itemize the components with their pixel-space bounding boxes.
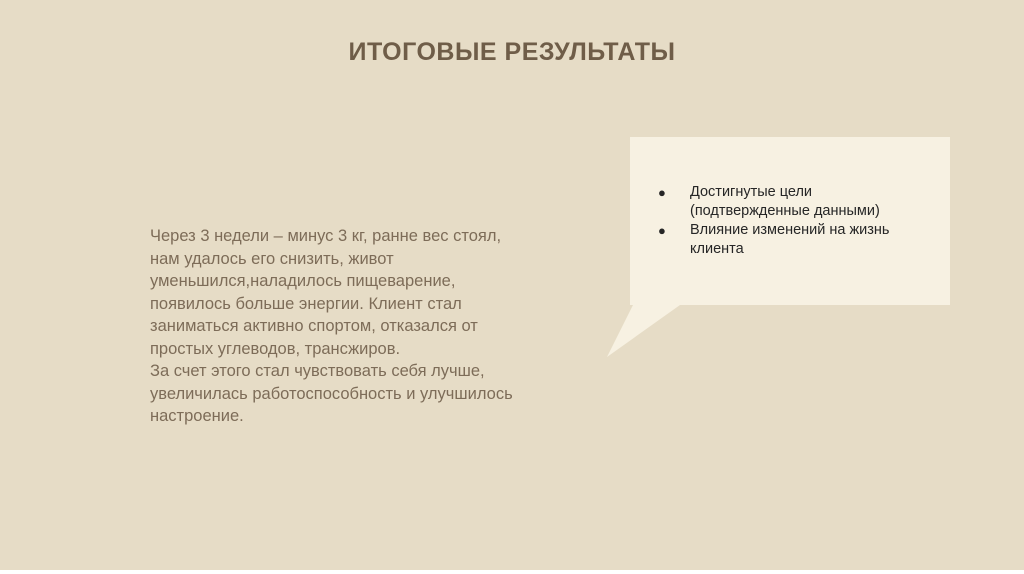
description-line: уменьшился,наладилось пищеварение, (150, 272, 456, 290)
description-line: Через 3 недели – минус 3 кг, ранне вес стоял, (150, 227, 502, 245)
callout-item-impact (658, 221, 928, 259)
description-line: увеличилась работоспособность и улучшилось (150, 384, 513, 403)
slide-bottom-edge (0, 570, 1024, 574)
callout-item-goals (658, 183, 928, 221)
bullet-dot-icon: ● (658, 185, 666, 200)
bullet-dot-icon: ● (658, 223, 666, 238)
slide-title: ИТОГОВЫЕ РЕЗУЛЬТАТЫ (348, 38, 676, 66)
callout-item-line: (подтвержденные данными) (690, 203, 880, 219)
description-line: настроение. (150, 407, 244, 425)
description-line: нам удалось его снизить, живот (150, 249, 394, 268)
callout-list (658, 183, 928, 259)
callout-item-line: клиента (690, 241, 744, 257)
description-line: появилось больше энергии. Клиент стал (150, 294, 462, 313)
description-line: простых углеводов, трансжиров. (150, 339, 401, 358)
description-line: За счет этого стал чувствовать себя лучше, (150, 362, 485, 380)
description-line: заниматься активно спортом, отказался от (150, 317, 478, 335)
callout-item-line: Достигнутые цели (690, 184, 813, 200)
callout-item-line: Влияние изменений на жизнь (690, 222, 890, 238)
